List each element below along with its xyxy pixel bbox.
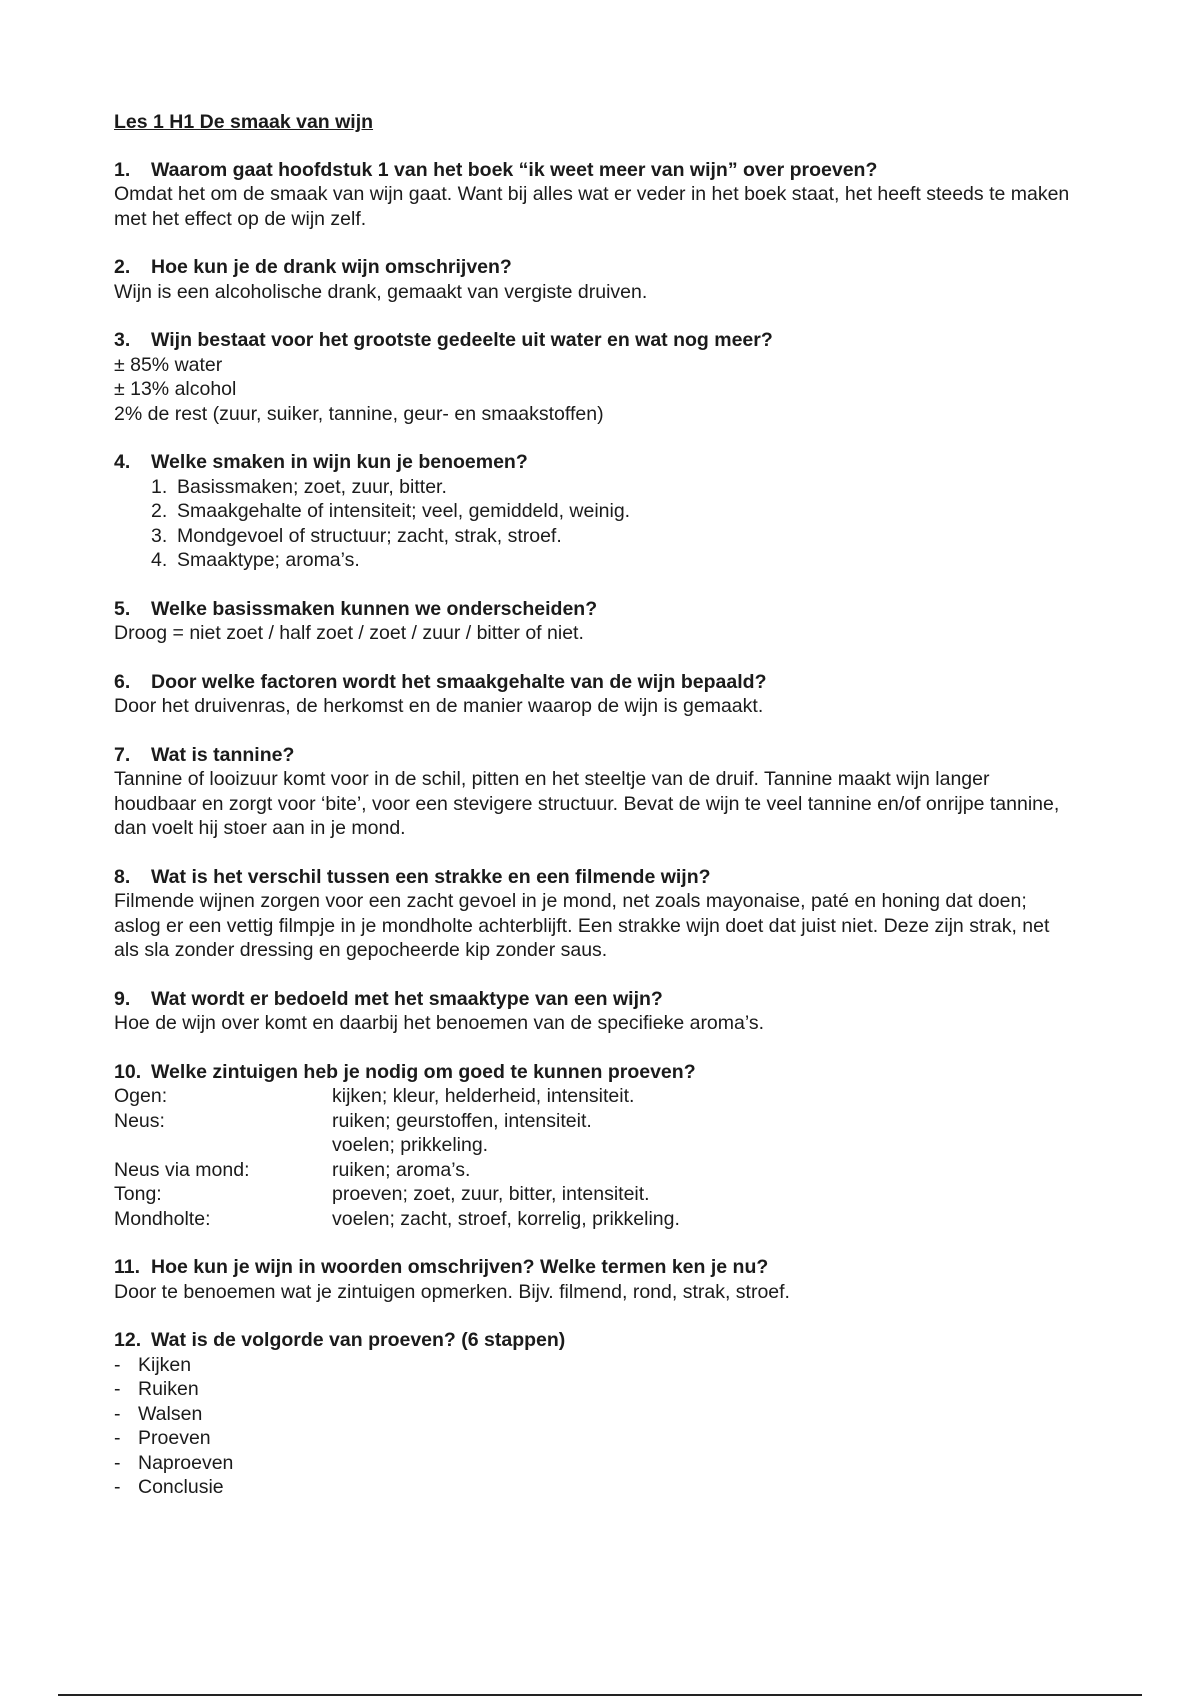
question-number: 8. <box>114 865 131 888</box>
question-9 <box>114 987 1074 1036</box>
question-8 <box>114 865 1074 963</box>
question-heading <box>114 255 1074 280</box>
question-text: Wat is de volgorde van proeven? (6 stappen) <box>151 1329 566 1351</box>
question-number: 11. <box>114 1256 141 1278</box>
question-heading <box>114 158 1074 183</box>
list-text: Kijken <box>138 1353 192 1376</box>
dash-bullet: - <box>114 1353 121 1376</box>
list-item <box>114 1402 1074 1427</box>
senses-table <box>114 1084 1074 1231</box>
question-heading <box>114 865 1074 890</box>
answer-line: 2% de rest (zuur, suiker, tannine, geur- en smaakstoffen) <box>114 402 604 425</box>
question-heading <box>114 743 1074 768</box>
question-text: Wat is tannine? <box>151 743 295 766</box>
question-11 <box>114 1255 1074 1304</box>
list-number: 1. <box>151 475 168 498</box>
sense-description: proeven; zoet, zuur, bitter, intensiteit. <box>332 1183 650 1205</box>
question-1 <box>114 158 1074 232</box>
question-text: Wat is het verschil tussen een strakke en een filmende wijn? <box>151 865 711 888</box>
list-text: Proeven <box>138 1427 211 1449</box>
question-heading <box>114 328 1074 353</box>
list-text: Smaakgehalte of intensiteit; veel, gemiddeld, weinig. <box>177 500 631 522</box>
question-text: Wat wordt er bedoeld met het smaaktype van een wijn? <box>151 987 663 1010</box>
answer-line: ± 13% alcohol <box>114 378 237 400</box>
question-heading <box>114 987 1074 1012</box>
question-text: Waarom gaat hoofdstuk 1 van het boek “ik weet meer van wijn” over proeven? <box>151 158 878 181</box>
question-text: Hoe kun je wijn in woorden omschrijven? Welke termen ken je nu? <box>151 1256 769 1278</box>
list-number: 3. <box>151 524 168 547</box>
list-item <box>114 1451 1074 1476</box>
dash-bullet: - <box>114 1378 121 1400</box>
answer-text: Omdat het om de smaak van wijn gaat. Want bij alles wat er veder in het boek staat, het heeft steeds te maken met het effect op de wijn zelf. <box>114 183 1070 230</box>
question-heading <box>114 597 1074 622</box>
list-text: Walsen <box>138 1402 203 1425</box>
question-heading <box>114 1328 1074 1353</box>
question-12 <box>114 1328 1074 1500</box>
dash-bullet: - <box>114 1427 121 1449</box>
sense-label: Neus: <box>114 1109 165 1132</box>
question-number: 2. <box>114 256 131 278</box>
list-text: Smaaktype; aroma’s. <box>177 549 360 571</box>
sense-label: Tong: <box>114 1183 162 1205</box>
sense-label: Mondholte: <box>114 1207 211 1230</box>
question-10 <box>114 1060 1074 1232</box>
question-text: Welke basissmaken kunnen we onderscheiden? <box>151 597 598 620</box>
answer-text: Wijn is een alcoholische drank, gemaakt van vergiste druiven. <box>114 280 648 303</box>
question-6 <box>114 670 1074 719</box>
question-4 <box>114 450 1074 573</box>
dash-bullet: - <box>114 1476 121 1498</box>
question-text: Door welke factoren wordt het smaakgehalte van de wijn bepaald? <box>151 670 767 693</box>
question-text: Welke zintuigen heb je nodig om goed te kunnen proeven? <box>151 1060 696 1083</box>
dash-bullet: - <box>114 1402 121 1425</box>
question-number: 6. <box>114 670 131 693</box>
list-number: 4. <box>151 549 168 571</box>
footer-divider <box>58 1694 1142 1696</box>
question-number: 10. <box>114 1060 142 1083</box>
list-text: Naproeven <box>138 1451 234 1474</box>
taste-list <box>114 475 1074 573</box>
answer-text: Hoe de wijn over komt en daarbij het benoemen van de specifieke aroma’s. <box>114 1012 765 1034</box>
question-heading <box>114 670 1074 695</box>
question-3 <box>114 328 1074 426</box>
question-number: 4. <box>114 451 131 473</box>
list-text: Ruiken <box>138 1378 199 1400</box>
list-item <box>151 524 1074 549</box>
question-5 <box>114 597 1074 646</box>
question-number: 5. <box>114 597 131 620</box>
list-item <box>151 475 1074 500</box>
question-number: 1. <box>114 158 131 181</box>
sense-description: voelen; prikkeling. <box>332 1134 489 1156</box>
question-number: 12. <box>114 1329 142 1351</box>
list-item <box>114 1377 1074 1402</box>
question-2 <box>114 255 1074 304</box>
question-text: Welke smaken in wijn kun je benoemen? <box>151 451 528 473</box>
list-item <box>151 548 1074 573</box>
document <box>114 110 1074 1524</box>
answer-text: Door te benoemen wat je zintuigen opmerken. Bijv. filmend, rond, strak, stroef. <box>114 1280 790 1303</box>
sense-description: voelen; zacht, stroef, korrelig, prikkeling. <box>332 1207 680 1230</box>
question-text: Hoe kun je de drank wijn omschrijven? <box>151 256 512 278</box>
sense-label: Neus via mond: <box>114 1158 250 1181</box>
list-text: Mondgevoel of structuur; zacht, strak, stroef. <box>177 524 562 547</box>
dash-bullet: - <box>114 1451 121 1474</box>
answer-text: Door het druivenras, de herkomst en de manier waarop de wijn is gemaakt. <box>114 695 764 717</box>
sense-label <box>114 1133 332 1158</box>
answer-text: Filmende wijnen zorgen voor een zacht gevoel in je mond, net zoals mayonaise, paté en honing dat doen; aslog er een vettig filmpje in je mondholte achterblijft. Een strakke wijn doet dat juist niet. Deze zijn strak, net als sla zonder dressing en gepocheerde kip zonder saus. <box>114 890 1050 961</box>
question-number: 9. <box>114 987 131 1010</box>
answer-text: Tannine of looizuur komt voor in de schil, pitten en het steeltje van de druif. Tannine maakt wijn langer houdbaar en zorgt voor ‘bite’, voor een stevigere structuur. Bevat de wijn te veel tannine en/of onrijpe tannine, dan voelt hij stoer aan in je mond. <box>114 768 1060 839</box>
question-7 <box>114 743 1074 841</box>
list-item <box>114 1426 1074 1451</box>
list-text: Basissmaken; zoet, zuur, bitter. <box>177 475 447 498</box>
sense-description: ruiken; geurstoffen, intensiteit. <box>332 1109 592 1132</box>
question-text: Wijn bestaat voor het grootste gedeelte uit water en wat nog meer? <box>151 329 773 351</box>
list-item <box>114 1475 1074 1500</box>
sense-description: ruiken; aroma’s. <box>332 1158 471 1181</box>
question-heading <box>114 1255 1074 1280</box>
answer-line: ± 85% water <box>114 353 223 376</box>
answer-text: Droog = niet zoet / half zoet / zoet / zuur / bitter of niet. <box>114 622 584 644</box>
question-number: 7. <box>114 743 131 766</box>
question-number: 3. <box>114 329 131 351</box>
list-text: Conclusie <box>138 1476 224 1498</box>
list-item <box>114 1353 1074 1378</box>
question-heading <box>114 450 1074 475</box>
question-heading <box>114 1060 1074 1085</box>
list-item <box>151 499 1074 524</box>
list-number: 2. <box>151 500 168 522</box>
document-title: Les 1 H1 De smaak van wijn <box>114 111 374 133</box>
sense-label: Ogen: <box>114 1085 168 1107</box>
tasting-steps-list <box>114 1353 1074 1500</box>
sense-description: kijken; kleur, helderheid, intensiteit. <box>332 1085 635 1107</box>
